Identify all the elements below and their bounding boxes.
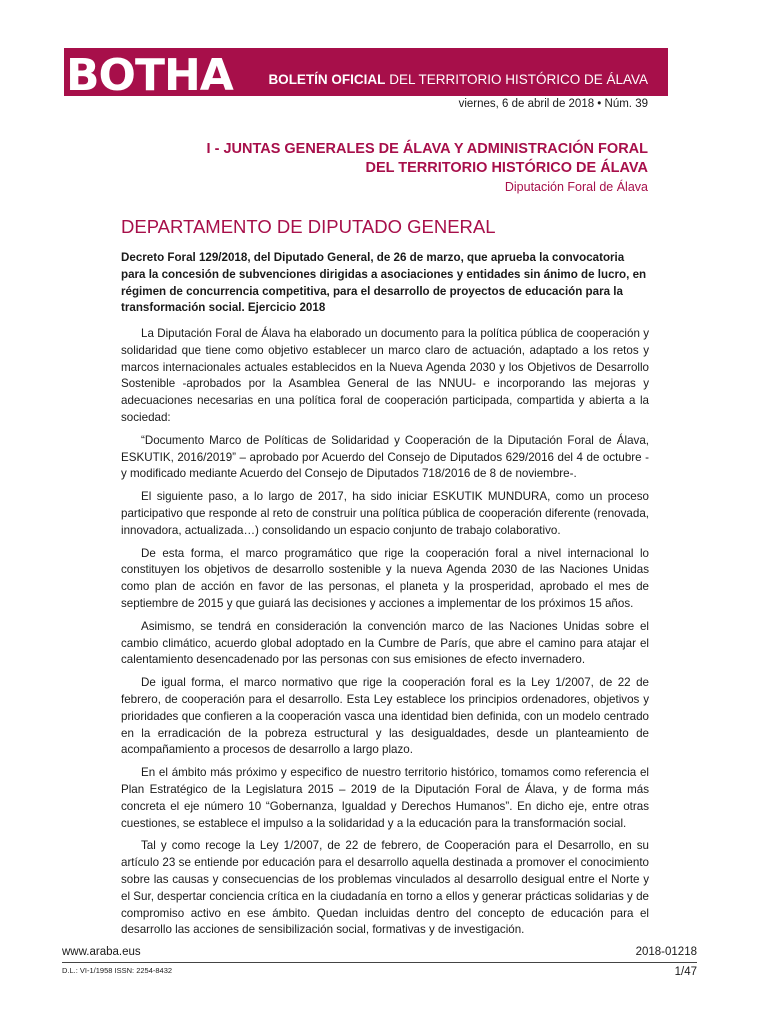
section-heading (128, 140, 648, 178)
body-text (121, 326, 649, 945)
footer-legal: D.L.: VI-1/1958 ISSN: 2254-8432 (62, 966, 173, 975)
footer-doc-number: 2018-01218 (635, 946, 697, 958)
page-number: 1/47 (674, 966, 697, 978)
paragraph: “Documento Marco de Políticas de Solidaridad y Cooperación de la Diputación Foral de Álava, ESKUTIK, 2016/2019” – aprobado por Acuerdo del Consejo de Diputados 629/2016 del 4 de octubre -y modificado mediante Acuerdo del Consejo de Diputados 718/2016 de 8 de noviembre-. (121, 433, 649, 481)
paragraph: De esta forma, el marco programático que rige la cooperación foral a nivel internacional lo constituyen los objetivos de desarrollo sostenible y la nueva Agenda 2030 de las Naciones Unidas como plan de acción en favor de las personas, el planeta y la prosperidad, aprobado el mes de septiembre de 2015 y que guiará las decisiones y acciones a implementar de los próximos 15 años. (121, 546, 649, 610)
paragraph: Asimismo, se tendrá en consideración la convención marco de las Naciones Unidas sobre el cambio climático, acuerdo global adoptado en la Cumbre de París, que abre el camino para atajar el calentamiento desencadenado por las personas con sus emisiones de efecto invernadero. (121, 619, 649, 667)
paragraph: Tal y como recoge la Ley 1/2007, de 22 de febrero, de Cooperación para el Desarrollo, en su artículo 23 se entiende por educación para el desarrollo aquella destinada a promover el conocimiento sobre las causas y consecuencias de los problemas vinculados al desarrollo desigual entre el Norte y el Sur, despertar conciencia crítica en la ciudadanía en torno a ellos y generar prácticas solidarias y de compromiso activo en ese ámbito. Quedan incluidas dentro del concepto de educación para el desarrollo las acciones de sensibilización social, formativas y de investigación. (121, 839, 649, 937)
issue-date: viernes, 6 de abril de 2018 • Núm. 39 (458, 98, 648, 110)
section-heading-line2: DEL TERRITORIO HISTÓRICO DE ÁLAVA (365, 160, 648, 176)
bulletin-title-bold: BOLETÍN OFICIAL (268, 72, 386, 87)
footer-website-link[interactable]: www.araba.eus (62, 946, 141, 958)
botha-logo: BOTHA (66, 50, 233, 101)
paragraph: La Diputación Foral de Álava ha elaborado un documento para la política pública de cooperación y solidaridad que tiene como objetivo establecer un marco claro de actuación, adaptado a los retos y marcos internacionales actuales establecidos en la Nueva Agenda 2030 y los Objetivos de Desarrollo Sostenible -aprobados por la Asamblea General de las NNUU- e incorporando las mejoras y adecuaciones necesarias en una política foral de cooperación participada, compartida y abierta a la sociedad: (121, 327, 649, 424)
paragraph: En el ámbito más próximo y especifico de nuestro territorio histórico, tomamos como referencia el Plan Estratégico de la Legislatura 2015 – 2019 de la Diputación Foral de Álava, y de forma más concreta el eje número 10 “Gobernanza, Igualdad y Derechos Humanos”. En dicho eje, entre otras cuestiones, se establece el impulso a la solidaridad y a la educación para la transformación social. (121, 766, 649, 830)
bulletin-title-rest: DEL TERRITORIO HISTÓRICO DE ÁLAVA (385, 72, 648, 87)
footer-divider (62, 962, 697, 963)
department-title: DEPARTAMENTO DE DIPUTADO GENERAL (121, 216, 496, 237)
paragraph: El siguiente paso, a lo largo de 2017, ha sido iniciar ESKUTIK MUNDURA, como un proceso participativo que responde al reto de construir una política pública de cooperación diferente (renovada, innovadora, actualizada…) consolidando un espacio conjunto de trabajo colaborativo. (121, 490, 649, 537)
paragraph: De igual forma, el marco normativo que rige la cooperación foral es la Ley 1/2007, de 22 de febrero, de cooperación para el desarrollo. Esta Ley establece los principios ordenadores, objetivos y prioridades que confieren a la cooperación vasca una identidad bien definida, con un modelo centrado en la erradicación de la pobreza estructural y las desigualdades, desde un planteamiento de acompañamiento a procesos de desarrollo a largo plazo. (121, 676, 649, 757)
section-subheading: Diputación Foral de Álava (504, 180, 648, 194)
bulletin-title (268, 72, 648, 87)
decree-title: Decreto Foral 129/2018, del Diputado General, de 26 de marzo, que aprueba la convocatoria para la concesión de subvenciones dirigidas a asociaciones y entidades sin ánimo de lucro, en régimen de concurrencia competitiva, para el desarrollo de proyectos de educación para la transformación social. Ejercicio 2018 (121, 251, 647, 315)
section-heading-line1: I - JUNTAS GENERALES DE ÁLAVA Y ADMINISTRACIÓN FORAL (206, 141, 648, 157)
